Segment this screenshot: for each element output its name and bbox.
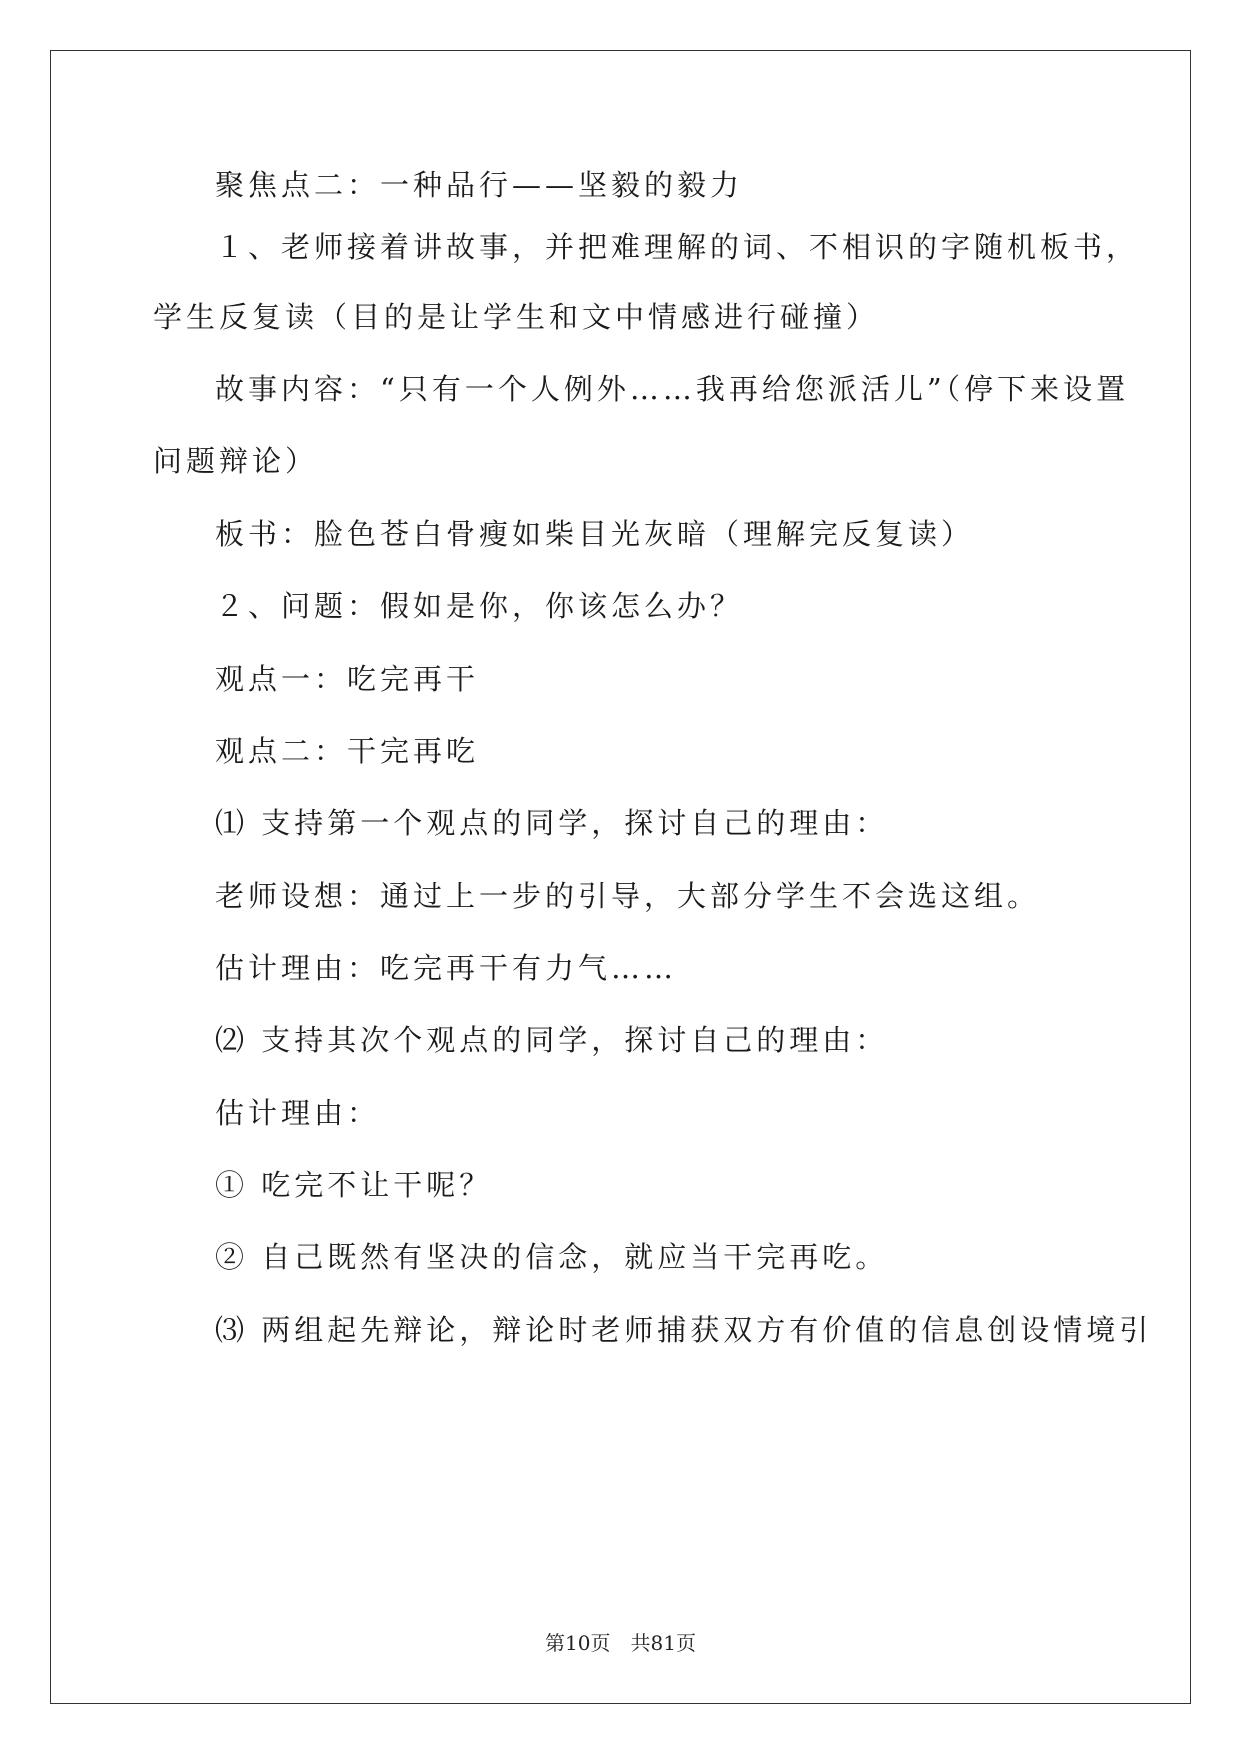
paragraph-line: ２、问题：假如是你，你该怎么办？ [215, 589, 744, 623]
page-number: 第10页 共81页 [545, 1631, 696, 1655]
paragraph-line: ⑵ 支持其次个观点的同学，探讨自己的理由： [215, 1023, 889, 1057]
paragraph-line: 问题辩论） [153, 444, 319, 478]
page-footer [0, 1630, 1241, 1656]
paragraph-line: 观点一：吃完再干 [215, 662, 480, 696]
paragraph-line: 观点二：干完再吃 [215, 734, 480, 768]
paragraph-line: 板书：脸色苍白骨瘦如柴目光灰暗（理解完反复读） [215, 517, 975, 551]
paragraph-line: ② 自己既然有坚决的信念，就应当干完再吃。 [215, 1240, 889, 1274]
paragraph-line: １、老师接着讲故事，并把难理解的词、不相识的字随机板书， [215, 230, 1140, 264]
section-heading: 聚焦点二：一种品行——坚毅的毅力 [215, 168, 744, 202]
paragraph-line: ⑴ 支持第一个观点的同学，探讨自己的理由： [215, 806, 889, 840]
paragraph-line: ⑶ 两组起先辩论，辩论时老师捕获双方有价值的信息创设情境引 [215, 1313, 1153, 1347]
paragraph-line: ① 吃完不让干呢？ [215, 1168, 493, 1202]
paragraph-line: 估计理由： [215, 1096, 381, 1130]
paragraph-line: 学生反复读（目的是让学生和文中情感进行碰撞） [153, 300, 880, 334]
paragraph-line: 估计理由：吃完再干有力气…… [215, 951, 678, 985]
paragraph-line: 故事内容：“只有一个人例外……我再给您派活儿”（停下来设置 [215, 372, 1130, 406]
paragraph-line: 老师设想：通过上一步的引导，大部分学生不会选这组。 [215, 879, 1041, 913]
